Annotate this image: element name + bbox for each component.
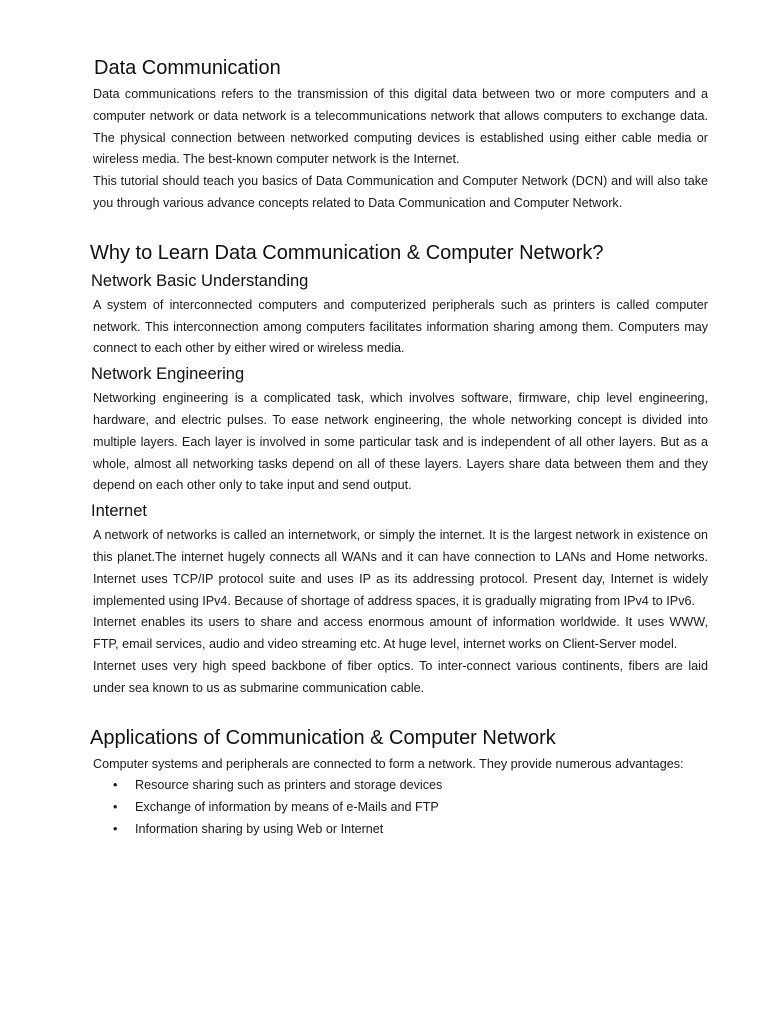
list-item-text: Resource sharing such as printers and storage devices — [135, 778, 443, 793]
internet-paragraph: Internet enables its users to share and access enormous amount of information worldwide. It uses WWW, FTP, email services, audio and video streaming etc. At huge level, internet works on Client-Server model. — [93, 615, 708, 652]
list-item — [93, 775, 708, 797]
list-item-text: Exchange of information by means of e-Mails and FTP — [135, 800, 439, 815]
internet-paragraph: A network of networks is called an internetwork, or simply the internet. It is the largest network in existence on this planet.The internet hugely connects all WANs and it can have connection to LANs and Home networks. Internet uses TCP/IP protocol suite and uses IP as its addressing protocol. Present day, Internet is widely implemented using IPv4. Because of shortage of address spaces, it is gradually migrating from IPv4 to IPv6. — [93, 528, 708, 608]
page-title: Data Communication — [94, 57, 281, 79]
applications-list — [93, 775, 708, 840]
list-item-text: Information sharing by using Web or Internet — [135, 821, 384, 836]
bullet-icon: • — [113, 800, 118, 815]
internet-paragraph: Internet uses very high speed backbone of fiber optics. To inter-connect various continents, fibers are laid under sea known to us as submarine communication cable. — [93, 658, 708, 695]
bullet-icon: • — [113, 778, 118, 793]
list-item — [93, 797, 708, 819]
applications-paragraph: Computer systems and peripherals are connected to form a network. They provide numerous advantages: — [93, 756, 684, 771]
network-basic-paragraph: A system of interconnected computers and computerized peripherals such as printers is called computer network. This interconnection among computers facilitates information sharing among them. Computers may connect to each other by either wired or wireless media. — [93, 297, 708, 356]
section-heading-applications: Applications of Communication & Computer Network — [90, 726, 556, 749]
list-item — [93, 819, 708, 841]
intro-paragraph: This tutorial should teach you basics of Data Communication and Computer Network (DCN) and will also take you through various advance concepts related to Data Communication and Computer Network. — [93, 174, 708, 210]
subheading-internet: Internet — [91, 502, 147, 521]
document-page — [90, 50, 708, 841]
intro-paragraph: Data communications refers to the transmission of this digital data between two or more computers and a computer network or data network is a telecommunications network that allows computers to exchange data. The physical connection between networked computing devices is established using either cable media or wireless media. The best-known computer network is the Internet. — [93, 87, 708, 167]
network-engineering-paragraph: Networking engineering is a complicated task, which involves software, firmware, chip level engineering, hardware, and electric pulses. To ease network engineering, the whole networking concept is divided into multiple layers. Each layer is involved in some particular task and is independent of all other layers. But as a whole, almost all networking tasks depend on all of these layers. Layers share data between them and they depend on each other only to take input and send output. — [93, 391, 708, 493]
section-heading-why-learn: Why to Learn Data Communication & Computer Network? — [90, 241, 604, 264]
subheading-network-basic: Network Basic Understanding — [91, 271, 309, 290]
bullet-icon: • — [113, 821, 118, 836]
subheading-network-engineering: Network Engineering — [91, 365, 245, 384]
